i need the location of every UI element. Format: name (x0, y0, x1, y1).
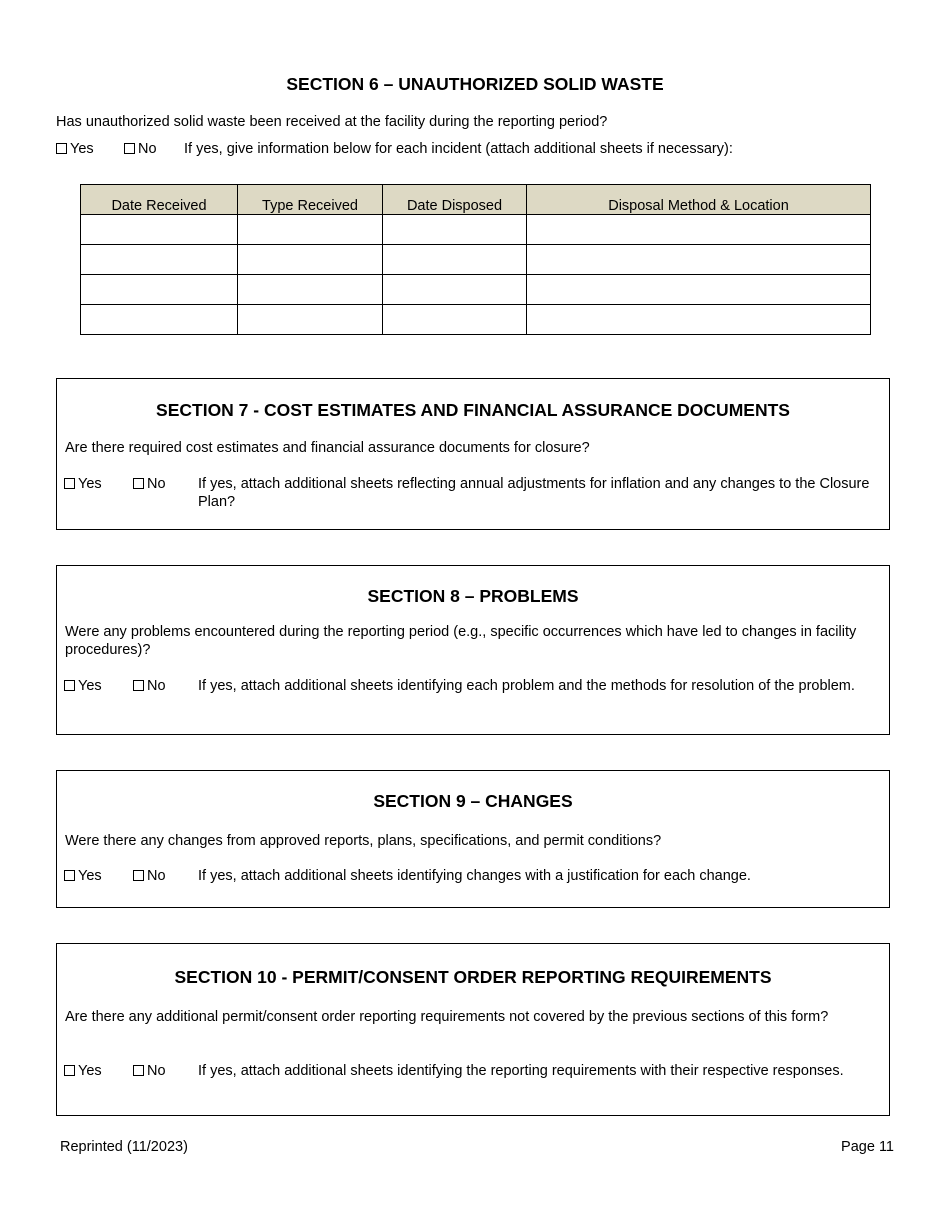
section-10-yes-option[interactable] (64, 1063, 102, 1079)
table-cell[interactable] (383, 275, 527, 305)
section-9-no-label: No (147, 868, 166, 884)
section-7-instruction: If yes, attach additional sheets reflecting annual adjustments for inflation and any changes to the Closure Plan? (198, 476, 870, 510)
table-cell[interactable] (527, 245, 871, 275)
section-8-question: Were any problems encountered during the reporting period (e.g., specific occurrences which have led to changes in facility procedures)? (65, 624, 857, 658)
section-8-box (56, 565, 890, 735)
section-10-no-option[interactable] (133, 1063, 166, 1079)
table-cell[interactable] (238, 305, 383, 335)
column-header: Date Received (81, 185, 238, 215)
section-8-no-label: No (147, 678, 166, 694)
section-7-no-label: No (147, 476, 166, 492)
section-9-no-option[interactable] (133, 868, 166, 884)
section-6-no-label: No (138, 141, 157, 157)
section-7-no-checkbox[interactable] (133, 478, 144, 489)
table-cell[interactable] (81, 245, 238, 275)
section-6-no-option[interactable] (124, 141, 157, 157)
table-row (81, 245, 871, 275)
section-6-yes-label: Yes (70, 141, 94, 157)
table-row (81, 275, 871, 305)
section-9-yes-label: Yes (78, 868, 102, 884)
section-7-yes-option[interactable] (64, 476, 102, 492)
table-row (81, 215, 871, 245)
column-header: Date Disposed (383, 185, 527, 215)
footer-reprint-date: Reprinted (11/2023) (60, 1139, 188, 1155)
table-cell[interactable] (383, 245, 527, 275)
section-8-yes-label: Yes (78, 678, 102, 694)
section-7-box (56, 378, 890, 530)
section-6-title: SECTION 6 – UNAUTHORIZED SOLID WASTE (286, 74, 664, 94)
section-10-box (56, 943, 890, 1116)
section-8-no-option[interactable] (133, 678, 166, 694)
section-10-question: Are there any additional permit/consent order reporting requirements not covered by the previous sections of this form? (65, 1009, 829, 1025)
table-cell[interactable] (527, 305, 871, 335)
section-8-no-checkbox[interactable] (133, 680, 144, 691)
table-cell[interactable] (81, 215, 238, 245)
section-7-yes-label: Yes (78, 476, 102, 492)
section-9-question: Were there any changes from approved reports, plans, specifications, and permit conditions? (65, 833, 662, 849)
table-cell[interactable] (383, 305, 527, 335)
section-6-instruction: If yes, give information below for each incident (attach additional sheets if necessary): (184, 141, 733, 157)
incident-table-header-row (81, 185, 871, 215)
section-7-yes-checkbox[interactable] (64, 478, 75, 489)
section-9-no-checkbox[interactable] (133, 870, 144, 881)
section-8-yes-checkbox[interactable] (64, 680, 75, 691)
section-6-yes-option[interactable] (56, 141, 94, 157)
footer-page-number: Page 11 (841, 1139, 894, 1155)
section-9-instruction: If yes, attach additional sheets identifying changes with a justification for each change. (198, 868, 751, 884)
section-6-question: Has unauthorized solid waste been received at the facility during the reporting period? (56, 114, 608, 130)
section-10-title: SECTION 10 - PERMIT/CONSENT ORDER REPORTING REQUIREMENTS (174, 967, 772, 987)
table-cell[interactable] (238, 245, 383, 275)
section-10-yes-label: Yes (78, 1063, 102, 1079)
table-cell[interactable] (527, 275, 871, 305)
section-6-yes-checkbox[interactable] (56, 143, 67, 154)
column-header: Type Received (238, 185, 383, 215)
section-7-no-option[interactable] (133, 476, 166, 492)
incident-table (80, 184, 871, 335)
column-header: Disposal Method & Location (527, 185, 871, 215)
section-9-title: SECTION 9 – CHANGES (373, 791, 573, 811)
table-row (81, 305, 871, 335)
section-8-instruction: If yes, attach additional sheets identifying each problem and the methods for resolution of the problem. (198, 678, 855, 694)
section-9-yes-checkbox[interactable] (64, 870, 75, 881)
section-6-no-checkbox[interactable] (124, 143, 135, 154)
table-cell[interactable] (383, 215, 527, 245)
section-7-title: SECTION 7 - COST ESTIMATES AND FINANCIAL ASSURANCE DOCUMENTS (156, 400, 790, 420)
section-10-yes-checkbox[interactable] (64, 1065, 75, 1076)
section-7-question: Are there required cost estimates and financial assurance documents for closure? (65, 440, 590, 456)
section-10-instruction: If yes, attach additional sheets identifying the reporting requirements with their respective responses. (198, 1063, 844, 1079)
table-cell[interactable] (238, 215, 383, 245)
table-cell[interactable] (238, 275, 383, 305)
section-8-title: SECTION 8 – PROBLEMS (367, 586, 579, 606)
section-9-box (56, 770, 890, 908)
table-cell[interactable] (527, 215, 871, 245)
section-10-no-label: No (147, 1063, 166, 1079)
section-10-no-checkbox[interactable] (133, 1065, 144, 1076)
section-8-yes-option[interactable] (64, 678, 102, 694)
section-9-yes-option[interactable] (64, 868, 102, 884)
table-cell[interactable] (81, 275, 238, 305)
table-cell[interactable] (81, 305, 238, 335)
